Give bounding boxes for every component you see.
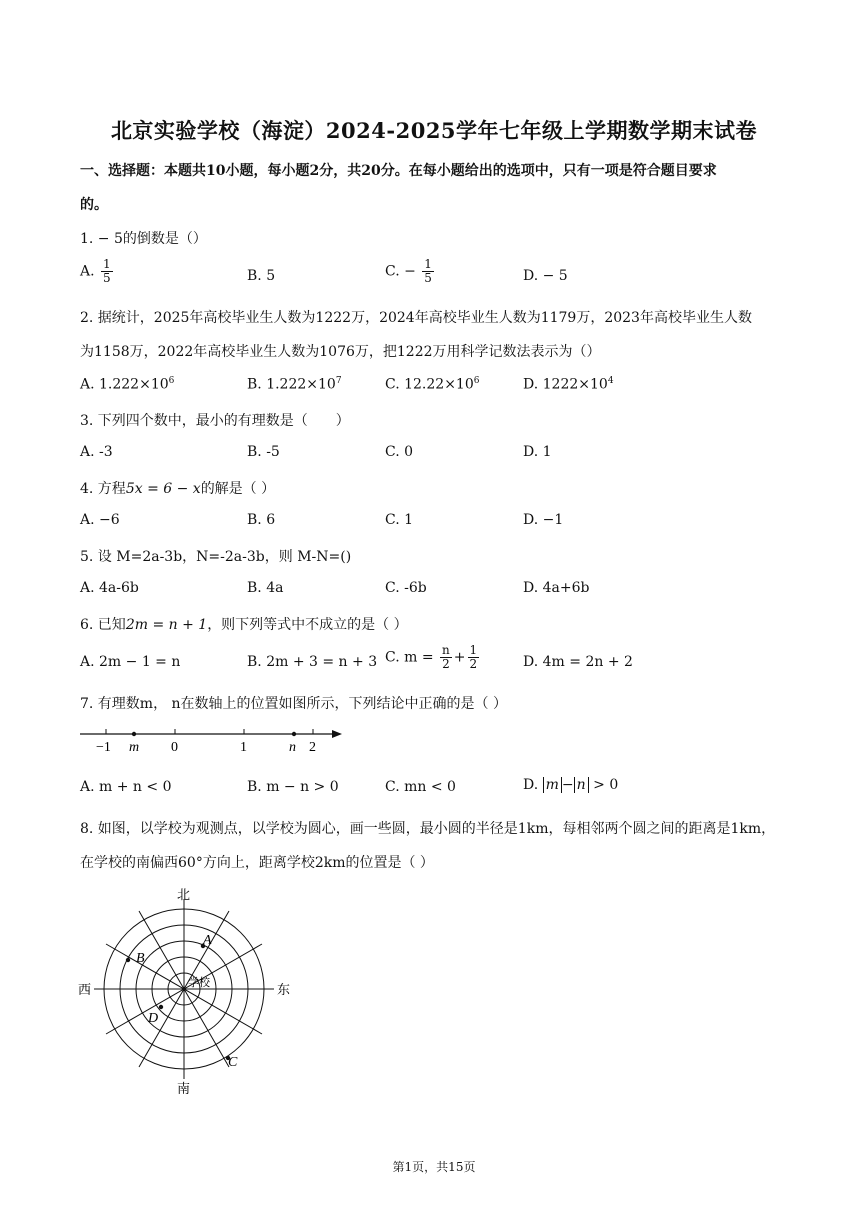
- q8-stem-line2: 在学校的南偏西60°方向上，距离学校2km的位置是（ ）: [80, 855, 434, 871]
- q2-option-c: [385, 376, 479, 393]
- q7-d-pre: D.: [523, 777, 539, 793]
- label-east: 东: [277, 983, 291, 998]
- q6-c-fraction2: [468, 644, 480, 671]
- exam-title: 北京实验学校（海淀）2024-2025学年七年级上学期数学期末试卷: [110, 118, 758, 143]
- label-neg1: −1: [96, 740, 111, 755]
- q7-d-abs-m: m: [543, 777, 562, 793]
- label-n: n: [289, 740, 296, 755]
- point-d: [159, 1005, 163, 1009]
- label-c: C: [228, 1055, 238, 1070]
- q4-option-a: A. −6: [80, 512, 120, 528]
- section-heading-line2: 的。: [80, 197, 108, 213]
- label-west: 西: [78, 983, 92, 998]
- q1-stem: 1. − 5的倒数是（）: [80, 231, 207, 247]
- q6-stem: [80, 614, 408, 634]
- q6-option-d: D. 4m = 2n + 2: [523, 654, 633, 670]
- q5-stem: 5. 设 M=2a-3b，N=-2a-3b，则 M-N=(): [80, 549, 352, 565]
- point-m: [132, 732, 136, 736]
- point-n: [292, 732, 296, 736]
- label-d: D: [148, 1011, 159, 1026]
- q2-d-exp: 4: [607, 376, 614, 386]
- q1-c-num: 1: [424, 257, 432, 271]
- label-1: 1: [240, 740, 247, 755]
- q6-option-c: [385, 644, 481, 671]
- q2-b-exp: 7: [335, 376, 342, 386]
- point-b: [126, 958, 130, 962]
- q7-option-d: [523, 777, 618, 793]
- q1-c-prefix: C. −: [385, 263, 416, 280]
- q7-option-b: B. m − n > 0: [247, 779, 339, 795]
- section-heading-line1: 一、选择题：本题共10小题，每小题2分，共20分。在每小题给出的选项中，只有一项是符合题目要求: [80, 163, 717, 179]
- q3-option-b: B. -5: [247, 444, 280, 460]
- label-south: 南: [177, 1082, 191, 1097]
- label-2: 2: [309, 740, 316, 755]
- number-line-arrow: [332, 730, 342, 738]
- q8-stem-line1: 8. 如图，以学校为观测点，以学校为圆心，画一些圆，最小圆的半径是1km，每相邻两个圆之间的距离是1km，: [80, 821, 776, 837]
- q2-d-base: D. 1222×10: [523, 376, 608, 393]
- label-b: B: [136, 951, 145, 966]
- direction-lines: [94, 899, 274, 1079]
- q5-option-a: A. 4a-6b: [80, 580, 139, 596]
- q3-option-d: D. 1: [523, 444, 552, 460]
- q5-option-d: D. 4a+6b: [523, 580, 590, 596]
- q2-stem-line2: 为1158万，2022年高校毕业生人数为1076万，把1222万用科学记数法表示为（）: [80, 344, 601, 360]
- q1-option-a: [80, 258, 115, 285]
- q5-option-b: B. 4a: [247, 580, 284, 596]
- q2-a-exp: 6: [168, 376, 175, 386]
- q7-number-line: [76, 724, 346, 756]
- q3-stem: 3. 下列四个数中，最小的有理数是（ ）: [80, 413, 350, 429]
- q1-c-fraction: [422, 258, 434, 285]
- q2-stem-line1: 2. 据统计，2025年高校毕业生人数为1222万，2024年高校毕业生人数为1179万，2023年高校毕业生人数: [80, 310, 752, 326]
- q6-c-den2: 2: [469, 657, 478, 671]
- q7-option-a: A. m + n < 0: [80, 779, 172, 795]
- q2-b-base: B. 1.222×10: [247, 376, 336, 393]
- q6-stem-post: ，则下列等式中不成立的是（ ）: [207, 617, 408, 633]
- label-m: m: [129, 740, 140, 755]
- q4-stem: [80, 478, 275, 498]
- label-0: 0: [171, 740, 178, 755]
- q4-option-b: B. 6: [247, 512, 276, 528]
- q6-c-num1: n: [442, 643, 450, 657]
- q7-d-minus: −: [561, 777, 574, 793]
- q1-option-d: D. − 5: [523, 268, 568, 284]
- q6-stem-pre: 6. 已知: [80, 617, 126, 633]
- q6-option-a: A. 2m − 1 = n: [80, 654, 181, 670]
- q1-a-num: 1: [103, 257, 111, 271]
- q1-c-den: 5: [424, 271, 432, 285]
- q7-option-c: C. mn < 0: [385, 779, 456, 795]
- q4-option-c: C. 1: [385, 512, 414, 528]
- q6-equation: 2m = n + 1: [125, 617, 208, 633]
- q1-option-b: B. 5: [247, 268, 276, 284]
- q6-c-pre: C. m =: [385, 649, 434, 666]
- q4-equation: 5x = 6 − x: [125, 481, 201, 497]
- q4-option-d: D. −1: [523, 512, 564, 528]
- q3-option-a: A. -3: [80, 444, 113, 460]
- q8-compass-diagram: [78, 882, 298, 1098]
- q2-option-a: [80, 376, 174, 393]
- q1-a-fraction: [101, 258, 113, 285]
- q6-c-plus: +: [453, 649, 466, 666]
- q2-c-exp: 6: [473, 376, 480, 386]
- q5-option-c: C. -6b: [385, 580, 427, 596]
- q6-option-b: B. 2m + 3 = n + 3: [247, 654, 378, 670]
- q6-c-fraction1: [440, 644, 452, 671]
- q7-stem: 7. 有理数m， n在数轴上的位置如图所示，下列结论中正确的是（ ）: [80, 696, 507, 712]
- q4-stem-post: 的解是（ ）: [200, 481, 276, 497]
- label-school: 学校: [188, 976, 210, 989]
- q2-a-base: A. 1.222×10: [80, 376, 169, 393]
- q4-stem-pre: 4. 方程: [80, 481, 126, 497]
- q2-option-b: [247, 376, 342, 393]
- q2-c-base: C. 12.22×10: [385, 376, 474, 393]
- q6-c-num2: 1: [469, 643, 478, 657]
- label-a: A: [203, 933, 212, 948]
- q1-a-prefix: A.: [80, 263, 95, 280]
- q6-c-den1: 2: [442, 657, 450, 671]
- q1-option-c: [385, 258, 436, 285]
- q3-option-c: C. 0: [385, 444, 414, 460]
- q1-a-den: 5: [103, 271, 111, 285]
- label-north: 北: [177, 888, 191, 903]
- q7-d-post: > 0: [593, 777, 619, 793]
- q2-option-d: [523, 376, 614, 393]
- q7-d-abs-n: n: [574, 777, 589, 793]
- page-footer: 第1页，共15页: [392, 1160, 476, 1174]
